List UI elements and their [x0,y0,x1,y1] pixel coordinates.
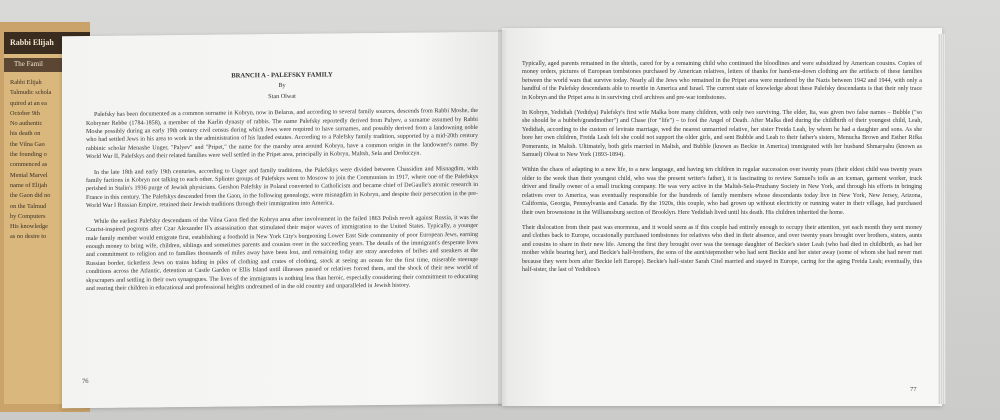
paragraph: In Kobryn, Yedidiah (Yedidya) Palefsky's first wife Malka bore many children, with only two surviving. The elder, Ita, was given two false names – Bubble ("so she should be a bubbeh/grandmother") and Chase (for "life") – to fool the Angel of Death. After Malka died during the childbirth of their youngest child, Leah, Yedidiah, according to the custom of levirate marriage, wed the nearest unmarried relative, her sister Freida Leah, by whom he had a daughter and sons. As she bore her own children, Freida Leah felt she could not support the older girls, and sent Bubble and Leah to their father's sisters, Menucha Brown and Esther Rifka Pomerantz, in Maltsh. Ultimately, both girls married in Maltsh, and Bubble (known as Beckie in America) immigrated with her husband Shmaryahu (known as Samuel) Olwat to New York (1893-1894). [522,110,922,159]
underlying-line: commenced as [10,161,48,169]
underlying-line: His knowledge [10,223,48,231]
page-edges [938,34,946,404]
page-number-left: 76 [82,378,89,386]
underlying-page-header: Rabbi Elijah [4,32,90,54]
paragraph: Typically, aged parents remained in the shtetls, cared for by a remaining child who continued the bloodlines and were subsidized by American cousins. Copies of money orders, pictures of European tombstones purchased by American relatives, letters of thanks for hand-me-down clothing are the artifacts of these families between the world wars that survive today. Nearly all the Jews who remained in the Pripet area were murdered by the Nazis between 1942 and 1944, with only a handful of the Palefsky descendants able to resettle in America and Israel. The current state of knowledge about these Palefsky descendants is that their only trace in Kobryn and the Pripet area is in surviving civil archives and pre-war tombstones. [522,61,922,101]
underlying-line: name of Elijah [10,181,48,189]
paragraph: Within the chaos of adapting to a new life, to a new language, and having ten children in regular succession over twenty years (their eldest child was twenty years older to the week than their youngest child, who was the present writer's father), it is fascinating to review Samuel's toils as an iceman, garment worker, truck driver and finally owner of a small trucking company. He was very active in the Maltsh-Sela-Pruzhany Society in New York, and through his efforts in bringing relatives over to America, was eventually responsible for the hundreds of family members whose descendants today live in New York, New Jersey, Arizona, California, Georgia, Pennsylvania and Canada. By the 1920s, this couple, who had grown up without electricity or running water in their village, had purchased their own brownstone in the Williamsburg section of Brooklyn. Here Yedidiah lived until his death. His children inherited the home. [522,167,922,216]
page-number-right: 77 [910,386,917,393]
paragraph: Palefsky has been documented as a common surname in Kobryn, now in Belarus, and according to several family sources, descends from Rabbi Moshe, the Kobryner Rebbe (1784-1858), a member of the Karlin dynasty of rabbis. The name Palefsky reportedly derived from Palyev, a surname assumed by Rabbi Moshe possibly during an early 19th century civil census during which Jews were required to have surnames, and possibly derived from a landowning noble who had settled Jews in his area to work in the administration of his landed estates. According to a Palefsky family tradition, supported by a mid-20th century rabbinic scholar Menashe Unger, "Palyev" and "Pripet," the name for the marshy area around Kobryn, have a common origin in the landowner's name. By World War II, Palefskys and their related families were well settled in the Pripet area, principally in Kobryn, Maltsh, Sela and Drohiczyn. [86,108,478,161]
underlying-line: October 9th [10,109,40,117]
open-book [54,24,948,408]
paragraph: In the late 18th and early 19th centuries, according to Unger and family traditions, the Palefskys were divided between Chassidim and Misnagdim, with family factions in Kobryn not talking to each other. Splinter groups of Palefskys went to Moscow to join the Communists in 1917, where one of the Palefskys perished in Stalin's 1936 purge of Jewish physicians. Gershon Palefsky in Poland converted to Catholicism and became chief of DeGaulle's atomic research in France in this century. The Palefskys descended from the Gaon, in the following genealogy, were misnagdim in Kobryn, and despite their persecution in the pre-World War I Russian Empire, retained their Jewish traditions through their immigration into America. [86,165,478,210]
book-spine [498,30,508,406]
article-title: BRANCH A - PALEFSKY FAMILY [231,71,333,80]
underlying-line: by Computers [10,212,46,220]
left-page-text [86,70,478,300]
underlying-line: the founding o [10,151,47,159]
underlying-line: the Gaon did no [10,192,51,200]
author-name: Stan Olwat [268,92,296,100]
paragraph: Their dislocation from their past was enormous, and it would seem as if this couple had entirely enough to occupy their attention, yet each month they sent money and clothes back to Europe, occasionally purchased tombstones for relatives who died in their absence, and over twenty years brought over brothers, sisters, aunts and cousins to share in their new life. Among the first they brought over was the teenage daughter of Beckie's sister Leah (who had died in childbirth, as had her mother while bearing her), and Beckie's half-brothers, the sons of the aunt/stepmother who had sent Beckie and her sister away (some of whom she had never met because they were born after Beckie left Europe). Beckie's half-sister Sarah Citel married and stayed in Europe, caring for the aging Freida Leah; eventually, this half-sister, the last of Yedidiou's [522,224,922,273]
right-page [502,28,942,406]
underlying-line: Mental Marvel [10,171,48,179]
right-page-text [522,60,922,281]
underlying-line: as no desire to [10,233,47,241]
paragraph: While the earliest Palefsky descendants of the Vilna Gaon fled the Kobryn area after involvement in the failed 1863 Polish revolt against Russia, it was the Czarist-inspired pogroms after Czar Alexander II's assassination that stimulated their major waves of immigration to the United States. Typically, a younger male family member would emigrate first, establishing a foothold in New York City's burgeoning Lower East Side community of poor European Jews, earning enough money to bring wife, children, siblings and sometimes parents and cousins over in the succeeding years. The details of the immigrant's desperate lives and commitment to religion and to families thousands of miles away have been lost, and remaining today are stray anecdotes of bribes and sneakers at the Russian border, ticketless Jews on trains hiding in piles of clothing and crates of clothing, stock at seeing an ocean for the first time, miserable steerage conditions across the Atlantic, detention at Castle Garden or Ellis Island until illnesses passed or relatives forced them, and the shock of their new world of skyscrapers and settling in their own synagogues. The lives of the immigrants is nothing less than heroic, especially considering their commitment to educating and rearing their children in educational and professional heights undreamed of in the old country and unparalleled in Jewish history. [86,214,478,292]
underlying-line: No authentic [10,120,43,128]
underlying-line: his death on [10,130,41,138]
underlying-line: quired at an ea [10,99,47,107]
byline: By [278,82,286,90]
underlying-line: the Vilna Gao [10,140,45,148]
underlying-page-subheader: The Famil [4,58,90,72]
underlying-line: Rabbi Elijah [10,79,42,86]
underlying-line: Talmudic schola [10,89,52,97]
underlying-line: on the Talmud [10,202,47,210]
left-page [62,32,502,409]
